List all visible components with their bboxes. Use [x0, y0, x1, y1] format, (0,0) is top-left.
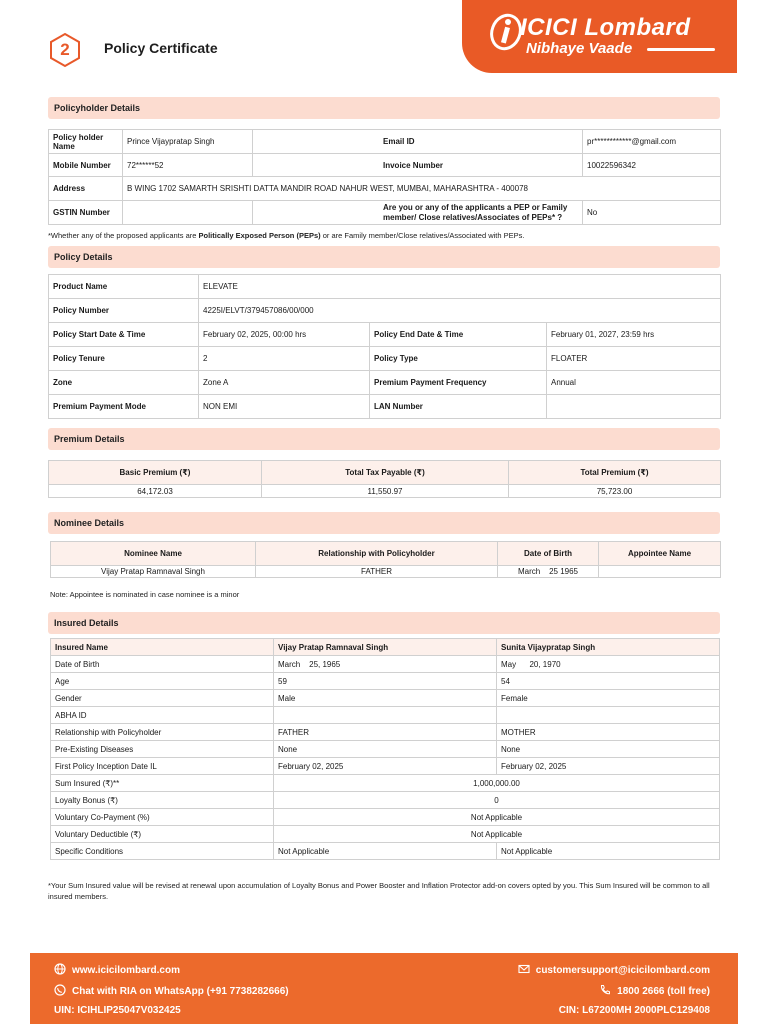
step-number: 2 — [60, 40, 70, 59]
page-header — [0, 0, 768, 80]
cell-label: Policy Start Date & Time — [49, 323, 199, 347]
table-row — [49, 177, 721, 201]
row-label: Date of Birth — [51, 656, 274, 673]
table-row — [51, 809, 720, 826]
mobile-value: 72******52 — [123, 154, 253, 177]
table-row — [51, 673, 720, 690]
logo-brand-text: ICICI Lombard — [520, 14, 691, 41]
cell-label: Policy holder Name — [49, 130, 123, 154]
table-header-row — [49, 461, 721, 485]
row-label: ABHA ID — [51, 707, 274, 724]
table-row — [49, 371, 721, 395]
policyholder-name: Prince Vijaypratap Singh — [123, 130, 253, 154]
member-1-value: Not Applicable — [274, 843, 497, 860]
pep-footnote: *Whether any of the proposed applicants are Politically Exposed Person (PEPs) or are Family member/Close relatives/Associated with PEPs. — [48, 231, 525, 240]
loyalty-bonus-value: 0 — [274, 792, 720, 809]
gstin-value — [123, 201, 253, 225]
table-row — [49, 299, 721, 323]
table-row — [49, 154, 721, 177]
appointee-name — [599, 566, 721, 578]
payment-mode-value: NON EMI — [199, 395, 370, 419]
row-label: Loyalty Bonus (₹) — [51, 792, 274, 809]
sum-insured-footnote: *Your Sum Insured value will be revised at renewal upon accumulation of Loyalty Bonus and Power Booster and Inflation Protector add-on covers opted by you. This Sum Insured will be common to all insured members. — [48, 881, 710, 901]
zone-value: Zone A — [199, 371, 370, 395]
table-row — [49, 485, 721, 498]
column-header: Nominee Name — [51, 542, 256, 566]
section-insured-details: Insured Details — [48, 612, 720, 634]
sum-insured-value: 1,000,000.00 — [274, 775, 720, 792]
member-1-value — [274, 707, 497, 724]
member-2-value: Female — [497, 690, 720, 707]
table-row — [51, 690, 720, 707]
cell-label: Zone — [49, 371, 199, 395]
table-row — [51, 758, 720, 775]
tenure-value: 2 — [199, 347, 370, 371]
invoice-value: 10022596342 — [583, 154, 721, 177]
table-row — [51, 724, 720, 741]
member-1-value: None — [274, 741, 497, 758]
table-row — [49, 395, 721, 419]
insured-member-2: Sunita Vijaypratap Singh — [497, 639, 720, 656]
table-header-row — [51, 639, 720, 656]
step-badge — [47, 32, 83, 68]
insured-member-1: Vijay Pratap Ramnaval Singh — [274, 639, 497, 656]
pep-question: Are you or any of the applicants a PEP or Family member/ Close relatives/Associates of PEPs* ? — [253, 201, 583, 225]
address-value: B WING 1702 SAMARTH SRISHTI DATTA MANDIR ROAD NAHUR WEST, MUMBAI, MAHARASHTRA - 400078 — [123, 177, 721, 201]
member-2-value — [497, 707, 720, 724]
table-row — [49, 130, 721, 154]
table-row — [51, 843, 720, 860]
member-2-value: None — [497, 741, 720, 758]
cell-label: Policy End Date & Time — [370, 323, 547, 347]
cell-label: Policy Tenure — [49, 347, 199, 371]
row-label: Voluntary Co-Payment (%) — [51, 809, 274, 826]
policy-type-value: FLOATER — [547, 347, 721, 371]
cell-label: Address — [49, 177, 123, 201]
copayment-value: Not Applicable — [274, 809, 720, 826]
table-row — [51, 741, 720, 758]
policy-number-value: 4225I/ELVT/379457086/00/000 — [199, 299, 721, 323]
policy-details-table — [48, 274, 721, 419]
nominee-dob: March 25 1965 — [498, 566, 599, 578]
pep-value: No — [583, 201, 721, 225]
globe-icon — [54, 963, 66, 975]
logo-emblem-icon — [488, 12, 524, 52]
cell-label: Premium Payment Mode — [49, 395, 199, 419]
cell-label: Premium Payment Frequency — [370, 371, 547, 395]
nominee-name: Vijay Pratap Ramnaval Singh — [51, 566, 256, 578]
member-1-value: 59 — [274, 673, 497, 690]
end-date-value: February 01, 2027, 23:59 hrs — [547, 323, 721, 347]
cell-label: LAN Number — [370, 395, 547, 419]
cell-label: Policy Number — [49, 299, 199, 323]
table-row — [51, 792, 720, 809]
column-header: Total Tax Payable (₹) — [262, 461, 509, 485]
table-row — [51, 826, 720, 843]
whatsapp-icon — [54, 984, 66, 996]
policyholder-table — [48, 129, 721, 225]
member-1-value: March 25, 1965 — [274, 656, 497, 673]
nominee-table — [50, 541, 721, 578]
mail-icon — [518, 963, 530, 975]
row-label: Pre-Existing Diseases — [51, 741, 274, 758]
table-row — [51, 566, 721, 578]
cell-label: Mobile Number — [49, 154, 123, 177]
appointee-note: Note: Appointee is nominated in case nominee is a minor — [50, 590, 240, 599]
table-row — [49, 347, 721, 371]
table-row — [49, 201, 721, 225]
table-row — [51, 656, 720, 673]
column-header: Date of Birth — [498, 542, 599, 566]
cell-label: Policy Type — [370, 347, 547, 371]
total-premium-value: 75,723.00 — [509, 485, 721, 498]
product-value: ELEVATE — [199, 275, 721, 299]
start-date-value: February 02, 2025, 00:00 hrs — [199, 323, 370, 347]
member-2-value: February 02, 2025 — [497, 758, 720, 775]
basic-premium-value: 64,172.03 — [49, 485, 262, 498]
member-2-value: 54 — [497, 673, 720, 690]
page-footer — [30, 953, 738, 1024]
tax-value: 11,550.97 — [262, 485, 509, 498]
row-label: Specific Conditions — [51, 843, 274, 860]
footer-cin: CIN: L67200MH 2000PLC129408 — [558, 1005, 710, 1016]
table-row — [51, 775, 720, 792]
table-row — [49, 323, 721, 347]
section-policyholder-details: Policyholder Details — [48, 97, 720, 119]
table-header-row — [51, 542, 721, 566]
page-title: Policy Certificate — [104, 40, 218, 56]
nominee-relationship: FATHER — [256, 566, 498, 578]
cell-label: Email ID — [253, 130, 583, 154]
column-header: Insured Name — [51, 639, 274, 656]
member-2-value: Not Applicable — [497, 843, 720, 860]
row-label: Voluntary Deductible (₹) — [51, 826, 274, 843]
footer-phone[interactable]: 1800 2666 (toll free) — [599, 984, 710, 997]
row-label: Sum Insured (₹)** — [51, 775, 274, 792]
column-header: Basic Premium (₹) — [49, 461, 262, 485]
email-value: pr************@gmail.com — [583, 130, 721, 154]
lan-value — [547, 395, 721, 419]
column-header: Relationship with Policyholder — [256, 542, 498, 566]
footer-whatsapp[interactable]: Chat with RIA on WhatsApp (+91 7738282666) — [54, 984, 289, 997]
footer-email[interactable]: customersupport@icicilombard.com — [518, 963, 710, 976]
phone-icon — [599, 984, 611, 996]
section-premium-details: Premium Details — [48, 428, 720, 450]
logo-tagline: Nibhaye Vaade — [526, 40, 633, 57]
cell-label: Product Name — [49, 275, 199, 299]
member-1-value: Male — [274, 690, 497, 707]
deductible-value: Not Applicable — [274, 826, 720, 843]
frequency-value: Annual — [547, 371, 721, 395]
footer-uin: UIN: ICIHLIP25047V032425 — [54, 1005, 181, 1016]
cell-label: Invoice Number — [253, 154, 583, 177]
row-label: First Policy Inception Date IL — [51, 758, 274, 775]
row-label: Age — [51, 673, 274, 690]
member-2-value: MOTHER — [497, 724, 720, 741]
table-row — [49, 275, 721, 299]
logo-underline — [647, 48, 715, 51]
column-header: Total Premium (₹) — [509, 461, 721, 485]
section-nominee-details: Nominee Details — [48, 512, 720, 534]
row-label: Gender — [51, 690, 274, 707]
premium-table — [48, 460, 721, 498]
cell-label: GSTIN Number — [49, 201, 123, 225]
row-label: Relationship with Policyholder — [51, 724, 274, 741]
member-1-value: February 02, 2025 — [274, 758, 497, 775]
footer-website[interactable]: www.icicilombard.com — [54, 963, 180, 976]
table-row — [51, 707, 720, 724]
member-1-value: FATHER — [274, 724, 497, 741]
insured-table — [50, 638, 720, 860]
column-header: Appointee Name — [599, 542, 721, 566]
section-policy-details: Policy Details — [48, 246, 720, 268]
icici-lombard-logo — [462, 0, 737, 73]
member-2-value: May 20, 1970 — [497, 656, 720, 673]
